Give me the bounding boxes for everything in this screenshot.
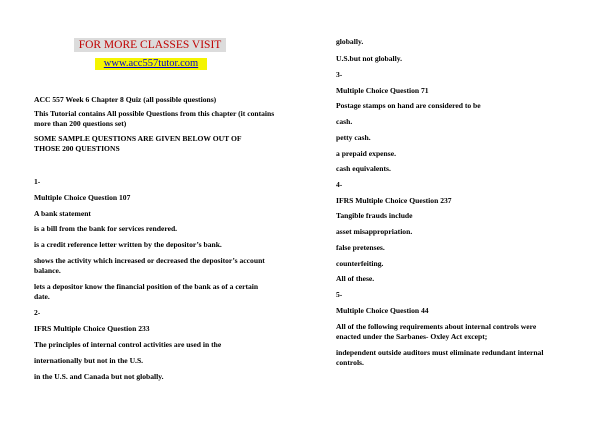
answer-option: in the U.S. and Canada but not globally. (34, 372, 164, 381)
answer-option: false pretenses. (336, 243, 385, 252)
question-heading: Multiple Choice Question 44 (336, 306, 429, 315)
question-stem: Postage stamps on hand are considered to be (336, 101, 481, 110)
promo-banner: FOR MORE CLASSES VISIT (74, 38, 226, 52)
question-number: 3- (336, 70, 343, 79)
answer-option: All of these. (336, 274, 375, 283)
question-number: 4- (336, 180, 343, 189)
answer-option: U.S.but not globally. (336, 54, 403, 63)
question-heading: IFRS Multiple Choice Question 233 (34, 324, 150, 333)
sample-note: SOME SAMPLE QUESTIONS ARE GIVEN BELOW OUT OF THOSE 200 QUESTIONS (34, 134, 242, 153)
question-heading: Multiple Choice Question 71 (336, 86, 429, 95)
answer-option: internationally but not in the U.S. (34, 356, 144, 365)
answer-option: independent outside auditors must eliminate redundant internal controls. (336, 348, 544, 367)
question-heading: Multiple Choice Question 107 (34, 193, 131, 202)
answer-option: lets a depositor know the financial position of the bank as of a certain date. (34, 282, 259, 301)
answer-option: is a credit reference letter written by the depositor’s bank. (34, 240, 222, 249)
answer-option: cash equivalents. (336, 164, 391, 173)
answer-option: asset misappropriation. (336, 227, 413, 236)
answer-option: shows the activity which increased or decreased the depositor’s account balance. (34, 256, 265, 275)
question-number: 5- (336, 290, 343, 299)
answer-option: is a bill from the bank for services rendered. (34, 224, 178, 233)
quiz-title: ACC 557 Week 6 Chapter 8 Quiz (all possible questions) (34, 95, 217, 104)
question-stem: All of the following requirements about internal controls were enacted under the Sarbanes- Oxley Act except; (336, 322, 537, 341)
answer-option: globally. (336, 37, 364, 46)
question-heading: IFRS Multiple Choice Question 237 (336, 196, 452, 205)
question-stem: The principles of internal control activities are used in the (34, 340, 222, 349)
question-stem: A bank statement (34, 209, 91, 218)
website-link[interactable]: www.acc557tutor.com (95, 58, 207, 70)
answer-option: petty cash. (336, 133, 371, 142)
question-number: 1- (34, 177, 41, 186)
question-number: 2- (34, 308, 41, 317)
answer-option: a prepaid expense. (336, 149, 396, 158)
answer-option: cash. (336, 117, 353, 126)
answer-option: counterfeiting. (336, 259, 384, 268)
question-stem: Tangible frauds include (336, 211, 413, 220)
tutorial-description: This Tutorial contains All possible Questions from this chapter (it contains more than 200 questions set) (34, 109, 275, 128)
